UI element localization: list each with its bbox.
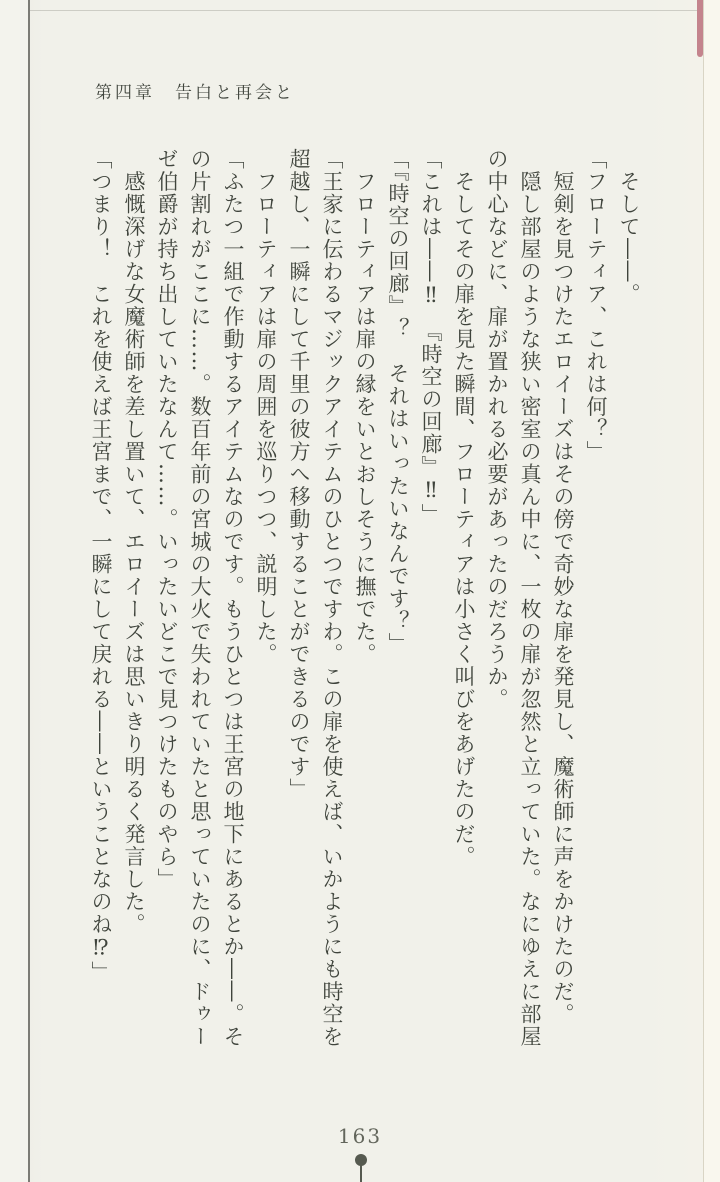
scan-left-margin xyxy=(0,0,28,1182)
text-column: ゼ伯爵が持ち出していたなんて……。いったいどこで見つけたものやら」 xyxy=(155,148,179,891)
scan-corner-pink-mark xyxy=(697,0,703,57)
scan-right-crease-line xyxy=(703,0,704,1182)
scan-top-border-line xyxy=(30,10,698,11)
text-column: の片割れがここに……。数百年前の宮城の大火で失われていたと思っていたのに、ドゥー xyxy=(188,148,212,1048)
text-column: 短剣を見つけたエロイーズはその傍で奇妙な扉を発見し、魔術師に声をかけたのだ。 xyxy=(551,148,575,1026)
text-column: の中心などに、扉が置かれる必要があったのだろうか。 xyxy=(485,148,509,711)
text-column: 「ふたつ一組で作動するアイテムなのです。もうひとつは王宮の地下にあるとか――。そ xyxy=(221,148,245,1048)
text-column: 超越し、一瞬にして千里の彼方へ移動することができるのです」 xyxy=(287,148,311,801)
page-number: 163 xyxy=(337,1124,383,1148)
text-column: フローティアは扉の周囲を巡りつつ、説明した。 xyxy=(254,148,278,666)
text-column: そして――。 xyxy=(617,148,641,306)
text-column: そしてその扉を見た瞬間、フローティアは小さく叫びをあげたのだ。 xyxy=(452,148,476,868)
page-ornament xyxy=(0,1152,720,1182)
text-column: 「これは――‼ 『時空の回廊』‼」 xyxy=(419,148,443,526)
scan-right-page-edge xyxy=(704,0,720,1182)
text-column: 「フローティア、これは何？」 xyxy=(584,148,608,463)
chapter-header: 第四章 告白と再会と xyxy=(95,83,295,103)
text-column: 「王家に伝わるマジックアイテムのひとつですわ。この扉を使えば、いかようにも時空を xyxy=(320,148,344,1048)
text-column: 感慨深げな女魔術師を差し置いて、エロイーズは思いきり明るく発言した。 xyxy=(122,148,146,936)
text-column: 隠し部屋のような狭い密室の真ん中に、一枚の扉が忽然と立っていた。なにゆえに部屋 xyxy=(518,148,542,1048)
body-text xyxy=(79,148,645,1050)
text-column: 「『時空の回廊』？ それはいったいなんです？」 xyxy=(386,148,410,655)
text-column: フローティアは扉の縁をいとおしそうに撫でた。 xyxy=(353,148,377,666)
scan-left-border-line xyxy=(28,0,30,1182)
ornament-stem-line xyxy=(360,1164,362,1182)
text-column: 「つまり！ これを使えば王宮まで、一瞬にして戻れる――ということなのね⁉」 xyxy=(89,148,113,984)
